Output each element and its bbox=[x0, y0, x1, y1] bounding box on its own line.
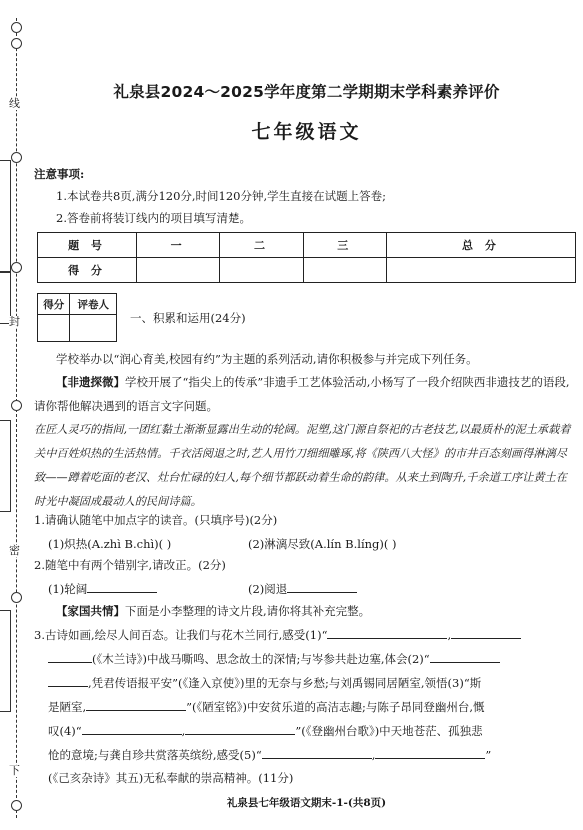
score-cell[interactable] bbox=[303, 258, 386, 283]
question-3-line: 叹(4)“ , ”(《登幽州台歌》)中天地苍茫、孤独悲 bbox=[48, 724, 483, 738]
notice-heading: 注意事项: bbox=[34, 167, 85, 181]
grader-score-cell[interactable] bbox=[38, 315, 70, 342]
binding-char: 线 bbox=[9, 97, 20, 110]
task1-tag: 【非遗探微】 bbox=[56, 375, 125, 389]
question-1a: (1)炽热(A.zhì B.chì)( ) bbox=[48, 537, 172, 551]
grader-reviewer-cell[interactable] bbox=[70, 315, 117, 342]
score-cell[interactable] bbox=[386, 258, 575, 283]
notice-item: 2.答卷前将装订线内的项目填写清楚。 bbox=[56, 211, 251, 225]
binding-hole bbox=[11, 22, 22, 33]
page-footer: 礼泉县七年级语文期末-1-(共8页) bbox=[226, 797, 387, 809]
binding-hole bbox=[11, 400, 22, 411]
id-box bbox=[0, 610, 11, 712]
score-table-header: 一 bbox=[137, 233, 220, 258]
answer-blank[interactable] bbox=[86, 698, 186, 711]
task1-paragraph bbox=[34, 370, 574, 418]
binding-char: 密 bbox=[9, 544, 20, 557]
passage: 在匠人灵巧的指间,一团红黏土渐渐显露出生动的轮阔。泥塑,这门源自祭祀的古老技艺,以最质朴的泥土承载着关中百姓炽热的生活热情。千衣活阅退之时,艺人用竹刀细细雕琢,将《陕西八大怪》的市井百态刻画得淋漓尽致——蹲着吃面的老汉、灶台忙碌的妇人,每个细节都跃动着生命的韵律。从来土到陶升,千余道工序让黄土在时光中凝固成最动人的民间诗篇。 bbox=[34, 423, 571, 508]
answer-blank[interactable] bbox=[375, 746, 485, 759]
task1-text: 学校开展了“指尖上的传承”非遗手工艺体验活动,小杨写了一段介绍陕西非遗技艺的语段,请你帮他解决遇到的语言文字问题。 bbox=[34, 375, 570, 413]
score-table-header: 总 分 bbox=[386, 233, 575, 258]
binding-hole bbox=[11, 592, 22, 603]
task2-tag: 【家国共情】 bbox=[56, 604, 125, 618]
subject-title: 七年级语文 bbox=[251, 121, 362, 143]
binding-char: 下 bbox=[9, 764, 20, 777]
binding-hole bbox=[11, 38, 22, 49]
exam-page bbox=[34, 0, 579, 830]
question-3-line: 是陋室, ”(《陋室铭》)中安贫乐道的高洁志趣;与陈子昂同登幽州台,慨 bbox=[48, 700, 485, 714]
answer-blank[interactable] bbox=[327, 626, 447, 639]
score-row-label: 得 分 bbox=[38, 258, 137, 283]
question-3-line: ,凭君传语报平安”(《逢入京使》)里的无奈与乡愁;与刘禹锡同居陋室,领悟(3)“斯 bbox=[48, 674, 481, 691]
answer-blank[interactable] bbox=[451, 626, 521, 639]
question-3-line: 怆的意境;与龚自珍共赏落英缤纷,感受(5)“ , ” bbox=[48, 748, 492, 762]
score-table-header: 二 bbox=[220, 233, 303, 258]
school-box bbox=[0, 420, 11, 512]
binding-hole bbox=[11, 800, 22, 811]
score-table-header: 题 号 bbox=[38, 233, 137, 258]
question-1b: (2)淋漓尽致(A.lín B.líng)( ) bbox=[248, 537, 397, 551]
answer-blank[interactable] bbox=[430, 650, 500, 663]
question-2a: (1)轮阔 bbox=[48, 580, 157, 597]
binding-hole bbox=[11, 152, 22, 163]
binding-hole bbox=[11, 262, 22, 273]
question-3-line: 3.古诗如画,绘尽人间百态。让我们与花木兰同行,感受(1)“ , bbox=[34, 626, 521, 643]
task2-paragraph bbox=[56, 603, 370, 619]
exam-title: 礼泉县2024～2025学年度第二学期期末学科素养评价 bbox=[113, 83, 500, 101]
answer-blank[interactable] bbox=[262, 746, 372, 759]
score-cell[interactable] bbox=[137, 258, 220, 283]
answer-blank[interactable] bbox=[48, 650, 92, 663]
question-3-line: (《木兰诗》)中战马嘶鸣、思念故土的深情;与岑参共赴边塞,体会(2)“ bbox=[48, 650, 500, 667]
answer-blank[interactable] bbox=[48, 674, 88, 687]
question-2b: (2)阅退 bbox=[248, 580, 357, 597]
binding-margin bbox=[0, 0, 34, 830]
notice-item: 1.本试卷共8页,满分120分,时间120分钟,学生直接在试题上答卷; bbox=[56, 189, 387, 203]
answer-blank[interactable] bbox=[287, 580, 357, 593]
binding-line bbox=[16, 18, 17, 818]
binding-char: 封 bbox=[9, 315, 20, 328]
answer-blank[interactable] bbox=[82, 722, 182, 735]
question-2: 2.随笔中有两个错别字,请改正。(2分) bbox=[34, 558, 226, 572]
grader-reviewer-label: 评卷人 bbox=[70, 294, 117, 315]
answer-blank[interactable] bbox=[185, 722, 295, 735]
section-intro: 学校举办以“润心育美,校园有约”为主题的系列活动,请你积极参与并完成下列任务。 bbox=[56, 352, 478, 366]
question-3-line: (《己亥杂诗》其五)无私奉献的崇高精神。(11分) bbox=[48, 771, 294, 785]
section-heading: 一、积累和运用(24分) bbox=[130, 311, 246, 325]
name-box bbox=[0, 160, 11, 272]
question-1: 1.请确认随笔中加点字的读音。(只填序号)(2分) bbox=[34, 513, 278, 527]
score-cell[interactable] bbox=[220, 258, 303, 283]
task2-text: 下面是小李整理的诗文片段,请你将其补充完整。 bbox=[125, 604, 371, 618]
answer-blank[interactable] bbox=[87, 580, 157, 593]
grader-box bbox=[37, 293, 117, 342]
score-table-header: 三 bbox=[303, 233, 386, 258]
score-table bbox=[37, 232, 576, 283]
grader-score-label: 得分 bbox=[38, 294, 70, 315]
